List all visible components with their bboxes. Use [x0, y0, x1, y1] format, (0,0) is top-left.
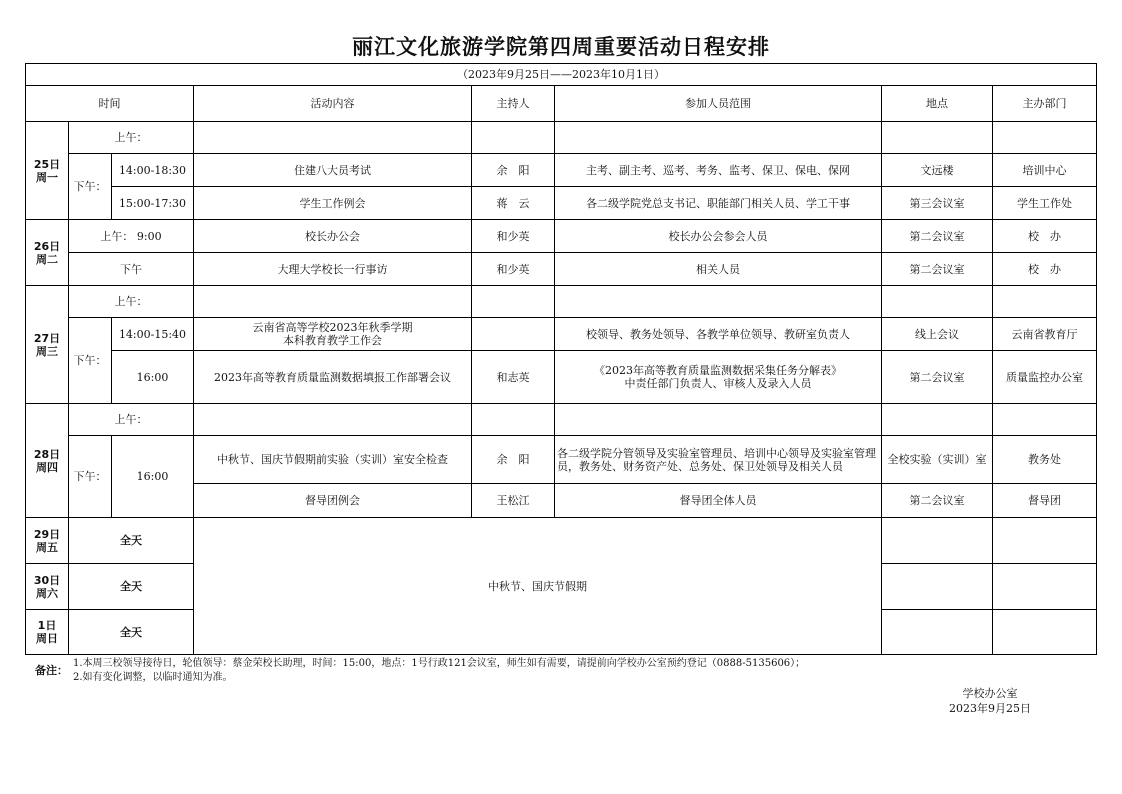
event-organizer: 培训中心: [993, 154, 1097, 187]
table-row: [26, 318, 1097, 351]
day-cell: [26, 518, 69, 564]
event-location: 第二会议室: [882, 220, 993, 253]
period-label: 上午：: [69, 286, 194, 318]
event-organizer: 督导团: [993, 484, 1097, 518]
notes-line: 2.如有变化调整，以临时通知为准。: [73, 672, 233, 683]
event-location: 第二会议室: [882, 351, 993, 404]
header-organizer: 主办部门: [993, 86, 1097, 122]
table-row: [26, 220, 1097, 253]
day-cell: [26, 404, 69, 518]
event-organizer: 校 办: [993, 253, 1097, 286]
day-cell: [26, 220, 69, 286]
event-participants: [555, 351, 882, 404]
day-date: 26日: [33, 239, 61, 253]
event-host: 王松江: [472, 484, 555, 518]
signature: [930, 686, 1050, 716]
all-day-label: 全天: [69, 518, 194, 564]
day-date: 29日: [33, 527, 61, 541]
date-range-row: [26, 64, 1097, 86]
event-organizer: 云南省教育厅: [993, 318, 1097, 351]
notes-label: 备注：: [35, 664, 68, 677]
event-location: 线上会议: [882, 318, 993, 351]
event-host: 和少英: [472, 253, 555, 286]
event-content-line: 云南省高等学校2023年秋季学期: [252, 321, 413, 334]
period-label: 上午：: [69, 122, 194, 154]
event-content: 住建八大员考试: [194, 154, 472, 187]
event-participants: 各二级学院分管领导及实验室管理员、培训中心领导及实验室管理员，教务处、财务资产处、总务处、保卫处领导及相关人员: [555, 436, 882, 484]
date-range: （2023年9月25日——2023年10月1日）: [26, 64, 1097, 86]
period-label: 上午： 9:00: [69, 220, 194, 253]
notes-line: 1.本周三校领导接待日，轮值领导：蔡金荣校长助理，时间：15:00，地点：1号行政121会议室，师生如有需要，请提前向学校办公室预约登记（0888-5135606）；: [73, 658, 806, 669]
day-cell: [26, 286, 69, 404]
day-weekday: 周五: [36, 540, 58, 554]
event-time: 15:00-17:30: [112, 187, 194, 220]
period-label: 下午: [69, 253, 194, 286]
table-row: [26, 286, 1097, 318]
header-host: 主持人: [472, 86, 555, 122]
day-date: 30日: [33, 573, 61, 587]
event-participants: 督导团全体人员: [555, 484, 882, 518]
day-cell: [26, 122, 69, 220]
day-date: 27日: [33, 331, 61, 345]
event-host: 余 阳: [472, 154, 555, 187]
event-content: 督导团例会: [194, 484, 472, 518]
schedule-table: [25, 63, 1097, 655]
day-cell: [26, 610, 69, 655]
event-location: 第二会议室: [882, 484, 993, 518]
event-participants: 校领导、教务处领导、各教学单位领导、教研室负责人: [555, 318, 882, 351]
table-row: [26, 154, 1097, 187]
table-row: [26, 351, 1097, 404]
table-row: [26, 436, 1097, 484]
day-weekday: 周六: [36, 586, 58, 600]
day-date: 28日: [33, 447, 61, 461]
table-row: [26, 187, 1097, 220]
day-weekday: 周二: [36, 252, 58, 266]
event-time: 16:00: [112, 436, 194, 518]
day-date: 1日: [37, 619, 57, 632]
event-organizer: 学生工作处: [993, 187, 1097, 220]
event-location: 全校实验（实训）室: [882, 436, 993, 484]
header-row: [26, 86, 1097, 122]
period-label: 下午：: [69, 436, 112, 518]
event-time: 14:00-15:40: [112, 318, 194, 351]
day-weekday: 周三: [36, 344, 58, 358]
event-participants-line: 《2023年高等教育质量监测数据采集任务分解表》: [594, 364, 842, 377]
holiday-cell: 中秋节、国庆节假期: [194, 518, 882, 655]
event-host: 和志英: [472, 351, 555, 404]
header-participants: 参加人员范围: [555, 86, 882, 122]
period-label: 下午：: [69, 318, 112, 404]
event-participants: 主考、副主考、巡考、考务、监考、保卫、保电、保网: [555, 154, 882, 187]
table-row: [26, 404, 1097, 436]
day-weekday: 周四: [36, 460, 58, 474]
page-title: 丽江文化旅游学院第四周重要活动日程安排: [352, 34, 770, 59]
event-host: 蒋 云: [472, 187, 555, 220]
day-weekday: 周日: [36, 632, 58, 645]
event-content: 校长办公会: [194, 220, 472, 253]
signature-date: 2023年9月25日: [949, 702, 1031, 715]
event-time: 16:00: [112, 351, 194, 404]
all-day-label: 全天: [69, 610, 194, 655]
header-content: 活动内容: [194, 86, 472, 122]
event-participants: 各二级学院党总支书记、职能部门相关人员、学工干事: [555, 187, 882, 220]
event-organizer: 教务处: [993, 436, 1097, 484]
event-content-line: 本科教育教学工作会: [283, 334, 382, 347]
event-content: 学生工作例会: [194, 187, 472, 220]
event-location: 第三会议室: [882, 187, 993, 220]
event-location: 第二会议室: [882, 253, 993, 286]
signature-office: 学校办公室: [962, 687, 1018, 700]
event-content: [194, 318, 472, 351]
event-content: 2023年高等教育质量监测数据填报工作部署会议: [194, 351, 472, 404]
event-participants-line: 中责任部门负责人、审核人及录入人员: [624, 377, 812, 390]
all-day-label: 全天: [69, 564, 194, 610]
day-cell: [26, 564, 69, 610]
day-date: 25日: [33, 157, 61, 171]
header-time: 时间: [26, 86, 194, 122]
event-host: 余 阳: [472, 436, 555, 484]
event-content: 中秋节、国庆节假期前实验（实训）室安全检查: [194, 436, 472, 484]
event-participants: 校长办公会参会人员: [555, 220, 882, 253]
event-time: 14:00-18:30: [112, 154, 194, 187]
header-location: 地点: [882, 86, 993, 122]
table-row: [26, 122, 1097, 154]
event-location: 文远楼: [882, 154, 993, 187]
period-label: 上午：: [69, 404, 194, 436]
event-participants: 相关人员: [555, 253, 882, 286]
event-host: [472, 318, 555, 351]
period-label: 下午：: [69, 154, 112, 220]
table-row: [26, 253, 1097, 286]
event-organizer: 校 办: [993, 220, 1097, 253]
event-content: 大理大学校长一行事访: [194, 253, 472, 286]
table-row: [26, 518, 1097, 564]
event-host: 和少英: [472, 220, 555, 253]
event-organizer: 质量监控办公室: [993, 351, 1097, 404]
day-weekday: 周一: [36, 170, 58, 184]
